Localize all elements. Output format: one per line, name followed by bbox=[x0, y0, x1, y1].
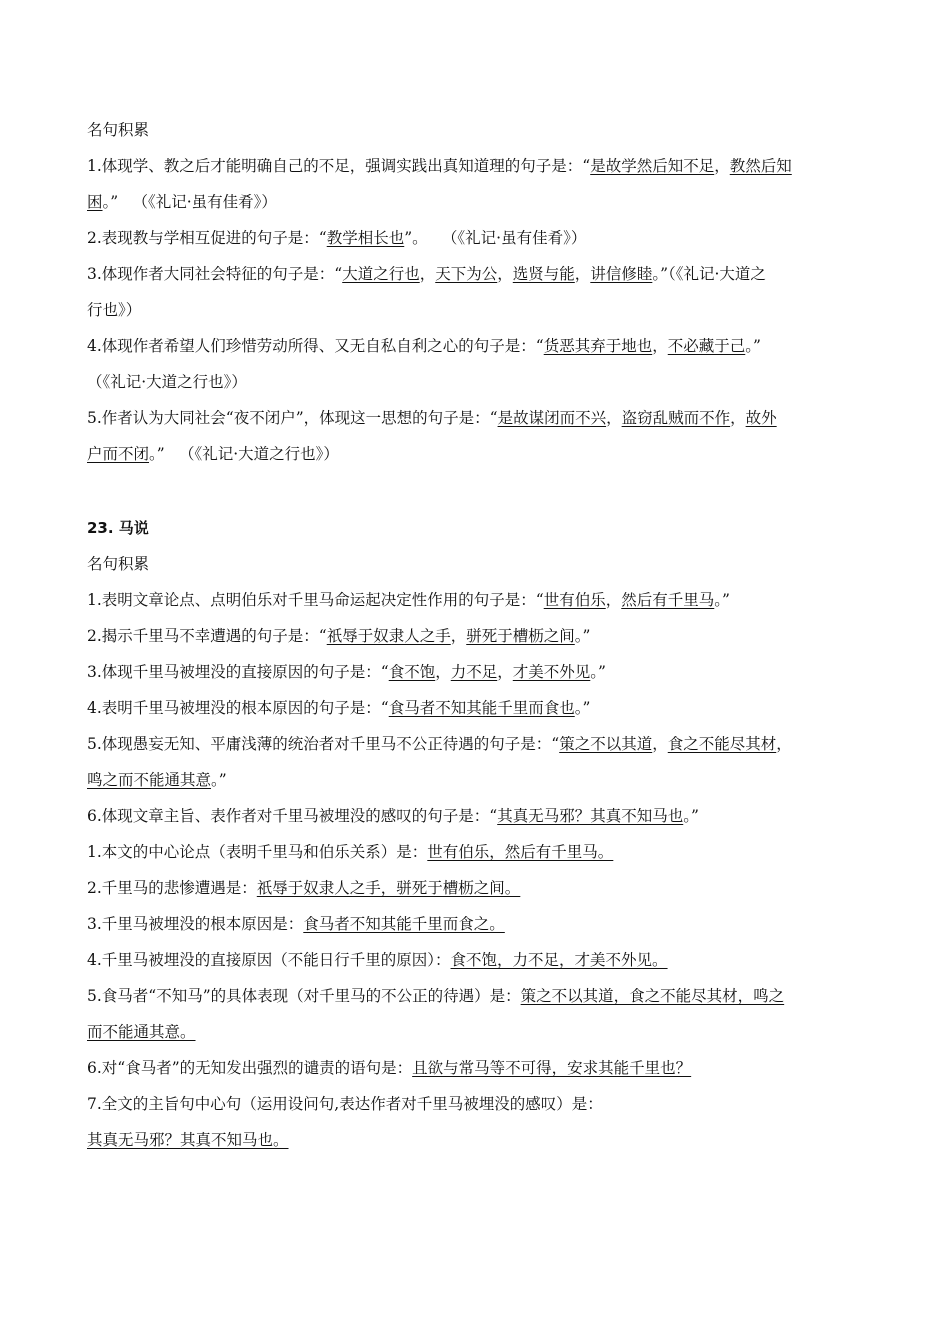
section-title: 23. 马说 bbox=[87, 519, 149, 537]
quote-answer: 食之不能尽其材 bbox=[667, 735, 777, 753]
list-item: 4.表明千里马被埋没的根本原因的句子是：“食马者不知其能千里而食也。” bbox=[87, 699, 591, 717]
list-item: 1.体现学、教之后才能明确自己的不足，强调实践出真知道理的句子是：“是故学然后知不足，教然后知 bbox=[87, 157, 792, 175]
quote-answer: 世有伯乐 bbox=[543, 591, 606, 609]
list-item-continuation: 户而不闭。” （《礼记·大道之行也》） bbox=[87, 445, 339, 463]
list-item: 4.体现作者希望人们珍惜劳动所得、又无自私自利之心的句子是：“货恶其弃于地也，不必藏于己。” bbox=[87, 337, 761, 355]
quote-answer: 不必藏于己 bbox=[667, 337, 746, 355]
list-item: 1.本文的中心论点（表明千里马和伯乐关系）是：世有伯乐，然后有千里马。 bbox=[87, 843, 614, 861]
list-item: 5.食马者“不知马”的具体表现（对千里马的不公正的待遇）是：策之不以其道，食之不能尽其材，鸣之 bbox=[87, 987, 785, 1005]
quote-answer: 是故学然后知不足 bbox=[590, 157, 715, 175]
source-citation: （《礼记·大道之行也》） bbox=[87, 373, 247, 391]
quote-answer: 然后有千里马 bbox=[621, 591, 715, 609]
answer-text: 祇辱于奴隶人之手，骈死于槽枥之间。 bbox=[256, 879, 521, 897]
quote-answer: 食马者不知其能千里而食也 bbox=[388, 699, 575, 717]
answer-text: 世有伯乐，然后有千里马。 bbox=[427, 843, 614, 861]
list-item: 5.体现愚妄无知、平庸浅薄的统治者对千里马不公正待遇的句子是：“策之不以其道，食之不能尽其材， bbox=[87, 735, 792, 753]
quote-answer: 策之不以其道 bbox=[559, 735, 653, 753]
list-item: 3.千里马被埋没的根本原因是：食马者不知其能千里而食之。 bbox=[87, 915, 505, 933]
list-item: 6.体现文章主旨、表作者对千里马被埋没的感叹的句子是：“其真无马邪？其真不知马也。” bbox=[87, 807, 699, 825]
quote-answer: 户而不闭 bbox=[87, 445, 150, 463]
quote-answer: 货恶其弃于地也 bbox=[543, 337, 653, 355]
list-item: 3.体现作者大同社会特征的句子是：“大道之行也，天下为公，选贤与能，讲信修睦。”（《礼记·大道之 bbox=[87, 265, 766, 283]
list-item: 1.表明文章论点、点明伯乐对千里马命运起决定性作用的句子是：“世有伯乐，然后有千里马。” bbox=[87, 591, 730, 609]
quote-answer: 天下为公 bbox=[435, 265, 498, 283]
list-item-continuation bbox=[87, 1122, 867, 1158]
list-item-continuation: 行也》） bbox=[87, 301, 142, 319]
answer-text: 而不能通其意。 bbox=[87, 1023, 196, 1041]
list-item-continuation: 困。” （《礼记·虽有佳肴》） bbox=[87, 193, 277, 211]
quote-answer: 其真无马邪？其真不知马也 bbox=[497, 807, 684, 825]
answer-text: 其真无马邪？其真不知马也。 bbox=[87, 1131, 289, 1149]
list-item: 7.全文的主旨句中心句（运用设问句,表达作者对千里马被埋没的感叹）是： bbox=[87, 1095, 603, 1113]
source-citation: （《礼记·虽有佳肴》） bbox=[140, 193, 277, 211]
quote-answer: 讲信修睦 bbox=[590, 265, 653, 283]
quote-answer: 盗窃乱贼而不作 bbox=[621, 409, 731, 427]
section-heading: 名句积累 bbox=[87, 555, 150, 573]
answer-text: 且欲与常马等不可得，安求其能千里也？ bbox=[412, 1059, 692, 1077]
quote-answer: 教然后知 bbox=[729, 157, 792, 175]
quote-answer: 教学相长也 bbox=[326, 229, 405, 247]
quote-answer: 是故谋闭而不兴 bbox=[497, 409, 607, 427]
quote-answer: 故外 bbox=[745, 409, 777, 427]
answer-text: 食马者不知其能千里而食之。 bbox=[303, 915, 505, 933]
list-item: 4.千里马被埋没的直接原因（不能日行千里的原因）：食不饱，力不足，才美不外见。 bbox=[87, 951, 668, 969]
quote-answer: 骈死于槽枥之间 bbox=[466, 627, 575, 645]
list-item: 2.揭示千里马不幸遭遇的句子是：“祇辱于奴隶人之手，骈死于槽枥之间。” bbox=[87, 627, 591, 645]
quote-answer: 才美不外见 bbox=[512, 663, 591, 681]
quote-answer: 大道之行也 bbox=[342, 265, 420, 283]
list-item: 5.作者认为大同社会“夜不闭户”，体现这一思想的句子是：“是故谋闭而不兴，盗窃乱贼而不作，故外 bbox=[87, 409, 777, 427]
list-item: 2.表现教与学相互促进的句子是：“教学相长也”。 （《礼记·虽有佳肴》） bbox=[87, 229, 587, 247]
list-item-continuation: 鸣之而不能通其意。” bbox=[87, 771, 227, 789]
list-item: 2.千里马的悲惨遭遇是：祇辱于奴隶人之手，骈死于槽枥之间。 bbox=[87, 879, 521, 897]
section-heading: 名句积累 bbox=[87, 121, 150, 139]
spacer bbox=[87, 472, 867, 510]
quote-answer: 食不饱 bbox=[388, 663, 436, 681]
source-citation: （《礼记·大道之行也》） bbox=[186, 445, 339, 463]
quote-answer: 鸣之而不能通其意 bbox=[87, 771, 212, 789]
list-item-continuation bbox=[87, 1014, 867, 1050]
quote-answer: 选贤与能 bbox=[512, 265, 575, 283]
quote-answer: 祇辱于奴隶人之手 bbox=[326, 627, 451, 645]
quote-answer: 困 bbox=[87, 193, 103, 211]
quote-answer: 力不足 bbox=[450, 663, 498, 681]
answer-text: 策之不以其道，食之不能尽其材，鸣之 bbox=[520, 987, 785, 1005]
list-item: 3.体现千里马被埋没的直接原因的句子是：“食不饱，力不足，才美不外见。” bbox=[87, 663, 606, 681]
list-item: 6.对“食马者”的无知发出强烈的谴责的语句是：且欲与常马等不可得，安求其能千里也？ bbox=[87, 1059, 692, 1077]
source-citation: （《礼记·虽有佳肴》） bbox=[449, 229, 587, 247]
answer-text: 食不饱，力不足，才美不外见。 bbox=[450, 951, 668, 969]
document-page bbox=[87, 112, 867, 1158]
